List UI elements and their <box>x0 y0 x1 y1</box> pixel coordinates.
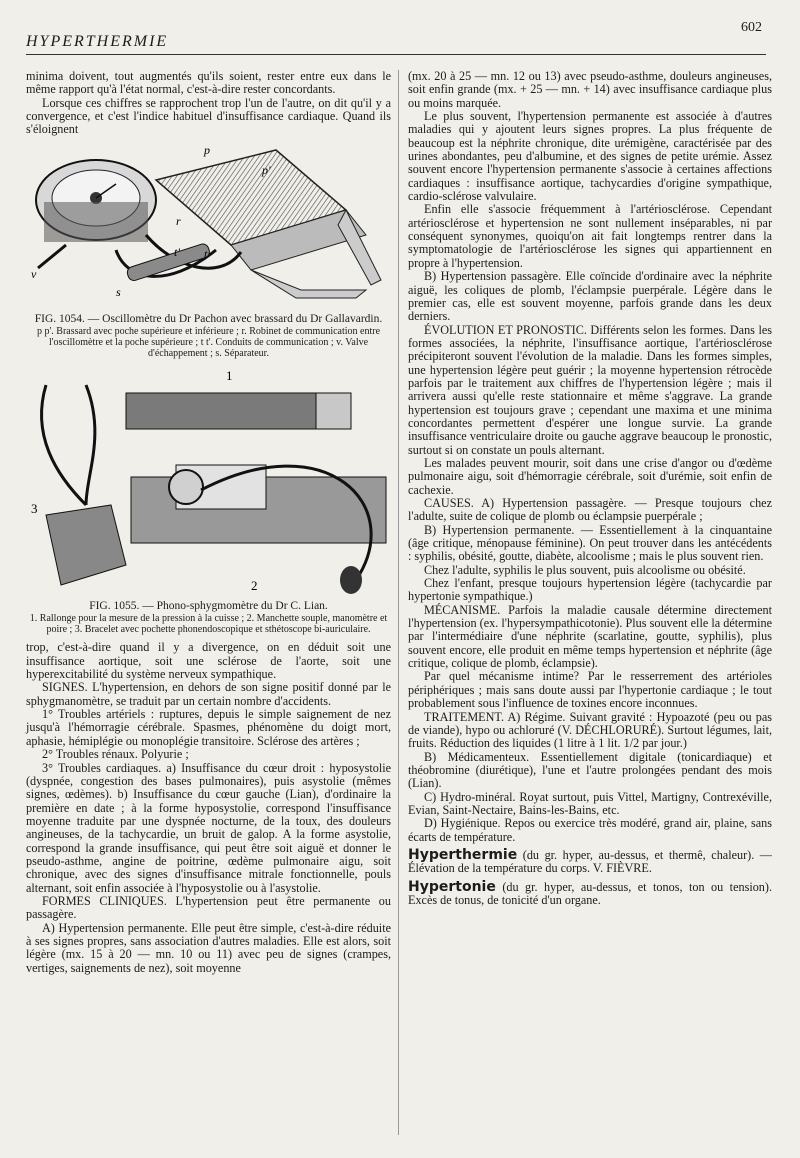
entry-definition: (du gr. hyper, au-dessus, et thermê, chaleur). — Élévation de la température du corps. V. FIÈVRE. <box>408 847 772 876</box>
paragraph: Le plus souvent, l'hypertension permanente est associée à d'autres maladies qui y ajoutent leurs signes propres. La plus fréquente de beaucoup est la néphrite chronique, dite urémigène, caractérisée par des urines abondantes, peu d'albumine, et des signes de petite urémie. Assez souvent encore l'hypertension permanente s'associe à certaines affections cardiaques : insuffisance aortique, tachycardies d'origine sympathique, cardio-sclérose valvulaire. <box>408 109 772 204</box>
paragraph: MÉCANISME. Parfois la maladie causale détermine directement l'hypertension (ex. l'hypersympathicotonie). Plus souvent elle la détermine par l'intermédiaire d'une néphrite (scarlatine, goutte, syphilis), plus souvent encore, elle produit en même temps hypertension et néphrite (âge critique, colique de plomb, éclampsie). <box>408 602 772 671</box>
paragraph: FORMES CLINIQUES. L'hypertension peut être permanente ou passagère. <box>26 893 391 922</box>
paragraph: Les malades peuvent mourir, soit dans une crise d'angor ou d'œdème pulmonaire aigu, soit d'hémorragie cérébrale, soit d'urémie, soit enfin de cachexie. <box>408 455 772 497</box>
figure-caption-title: FIG. 1055. — Phono-sphygmomètre du Dr C. Lian. <box>89 600 328 613</box>
paragraph: ÉVOLUTION ET PRONOSTIC. Différents selon les formes. Dans les formes associées, la néphrite, l'insuffisance aortique, l'artériosclérose précipiteront souvent l'évolution de la maladie. Dans les formes simples, une hypertension légère peut guérir ; la moyenne hypertension rétrocède parfois par le traitement aux chiffres de l'hypertension légère ; mais il arrivera aussi qu'elle reste stationnaire et même s'aggrave. La grande hypertension est toujours grave ; cependant une maxima et une minima concordantes permettent d'espérer une longue survie. La grande insuffisance ventriculaire droite ou gauche aggrave beaucoup le pronostic, surtout si on constate un pouls alternant. <box>408 322 772 457</box>
label-v: v <box>31 266 37 281</box>
paragraph: 1° Troubles artériels : ruptures, depuis le simple saignement de nez jusqu'à l'hémorragie cérébrale. Spasmes, phénomène du doigt mort, aphasie, hémiplégie ou monoplégie transitoire. Sclérose des artères ; <box>26 707 391 748</box>
paragraph: 2° Troubles rénaux. Polyurie ; <box>42 747 189 762</box>
paragraph: D) Hygiénique. Repos ou exercice très modéré, grand air, plaine, sans écarts de température. <box>408 816 772 844</box>
paragraph: Enfin elle s'associe fréquemment à l'artériosclérose. Cependant artériosclérose et hypertension ne sont nullement inséparables, ni par conséquent synonymes, quoiqu'on ait fait longtemps rentrer dans la symptomatologie de l'artériosclérose les signes qui appartiennent en propre à l'hypertension. <box>408 202 772 270</box>
label-1: 1 <box>226 368 233 384</box>
label-p: p <box>204 142 210 157</box>
paragraph: Chez l'enfant, presque toujours hypertension légère (tachycardie par hypertonie sympathique.) <box>408 576 772 604</box>
headword: Hypertonie <box>408 878 496 895</box>
column-divider <box>398 70 399 1135</box>
page-header <box>26 20 766 55</box>
headword: Hyperthermie <box>408 846 518 863</box>
phono-sphygmomanometer-illustration <box>26 365 391 597</box>
paragraph: B) Hypertension permanente. — Essentiellement à la cinquantaine (âge critique, ménopause féminine). On peut trouver dans les antécédents : syphilis, obésité, goutte, diabète, alcoolisme ; mais le plus souvent rien. <box>408 522 772 564</box>
label-t-prime: t' <box>174 244 180 259</box>
paragraph: Lorsque ces chiffres se rapprochent trop l'un de l'autre, on dit qu'il y a convergence, et c'est l'indice habituel d'insuffisance cardiaque. Quand ils s'éloignent <box>26 95 391 137</box>
left-column <box>26 70 391 975</box>
right-column <box>408 70 772 907</box>
entry-definition: (du gr. hyper, au-dessus, et tonos, ton ou tension). Excès de tonus, de tonicité d'un organe. <box>408 879 772 907</box>
paragraph: C) Hydro-minéral. Royat surtout, puis Vittel, Martigny, Contrexéville, Evian, Saint-Nectaire, Bains-les-Bains, etc. <box>408 789 772 817</box>
running-head: HYPERTHERMIE <box>26 33 169 50</box>
paragraph: Chez l'adulte, syphilis le plus souvent, puis alcoolisme ou obésité. <box>424 562 746 577</box>
figure-1054 <box>26 140 391 359</box>
figure-caption-legend: p p'. Brassard avec poche supérieure et inférieure ; r. Robinet de communication entre l'oscillomètre et la poche supérieure ; t t'. Conduits de communication ; v. Valve d'échappement ; s. Séparateur. <box>36 326 381 360</box>
dictionary-entry-hypertonie <box>408 878 772 908</box>
figure-caption-title: FIG. 1054. — Oscillomètre du Dr Pachon avec brassard du Dr Gallavardin. <box>34 313 383 326</box>
label-s: s <box>116 284 121 299</box>
label-3: 3 <box>31 501 38 517</box>
dictionary-entry-hyperthermie <box>408 846 772 876</box>
paragraph: 3° Troubles cardiaques. a) Insuffisance du cœur droit : hyposystolie (dyspnée, congestion des bases pulmonaires), puis asystolie (mêmes signes, œdèmes). b) Insuffisance du cœur gauche (Lian), d'ordinaire la première en date ; à la forme hyposystolie, correspond l'insuffisance moyenne traduite par une dyspnée nocturne, de la toux, des douleurs angineuses, de la tachycardie, un bruit de galop. A la forme asystolie, correspond la grande insuffisance, qui peut être soit aiguë et donner le pseudo-asthme, angine de poitrine, œdème pulmonaire aigu, soit chronique, avec des signes d'insuffisance mitrale fonctionnelle, pouls alternant, soit enfin associée à l'hyposystolie ou à l'asystolie. <box>26 760 391 895</box>
paragraph: CAUSES. A) Hypertension passagère. — Presque toujours chez l'adulte, suite de colique de plomb ou éclampsie puerpérale ; <box>408 496 772 524</box>
paragraph: B) Médicamenteux. Essentiellement digitale (tonicardiaque) et théobromine (diurétique), l'une et l'autre prolongées pendant des mois (Lian). <box>408 749 772 791</box>
label-t: t <box>204 246 208 261</box>
paragraph: B) Hypertension passagère. Elle coïncide d'ordinaire avec la néphrite aiguë, les coliques de plomb, l'éclampsie puerpérale. Légère dans le premier cas, elle est souvent moyenne, parfois grande dans les deux derniers. <box>408 269 772 324</box>
label-p-prime: p' <box>262 162 271 177</box>
paragraph: TRAITEMENT. A) Régime. Suivant gravité : Hypoazoté (peu ou pas de viande), hypo ou achloruré (V. DÉCHLORURÉ). Surtout légumes, lait, fruits. Réduction des liquides (1 litre à 1 lit. 1/2 par jour.) <box>408 709 772 751</box>
page-number: 602 <box>741 20 762 35</box>
paragraph: minima doivent, tout augmentés qu'ils soient, rester entre eux dans le même rapport qu'à l'état normal, c'est-à-dire rester concordants. <box>26 69 391 97</box>
oscillometer-illustration <box>26 140 391 310</box>
label-2: 2 <box>251 578 258 594</box>
paragraph: SIGNES. L'hypertension, en dehors de son signe positif donné par le sphygmanomètre, se traduit par un certain nombre d'accidents. <box>26 680 391 708</box>
paragraph: trop, c'est-à-dire quand il y a divergence, on en déduit soit une insuffisance aortique, soit une sclérose de l'aorte, soit une hyperexcitabilité du système nerveux sympathique. <box>26 640 391 682</box>
paragraph: Par quel mécanisme intime? Par le resserrement des artérioles périphériques ; mais sans doute aussi par l'hypertonie cardiaque ; le tout probablement sous l'influence de toxines encore inconnues. <box>408 669 772 711</box>
figure-1055 <box>26 365 391 635</box>
label-r: r <box>176 213 181 228</box>
paragraph: (mx. 20 à 25 — mn. 12 ou 13) avec pseudo-asthme, douleurs angineuses, soit enfin grande (mx. + 25 — mn. + 14) avec insuffisance cardiaque plus ou moins marquée. <box>408 69 772 110</box>
paragraph: A) Hypertension permanente. Elle peut être simple, c'est-à-dire réduite à ses signes propres, sans association d'autres maladies. Elle est alors, soit légère (mx. 15 à 20 — mn. 10 ou 11) avec peu de signes (crampes, vertiges, saignements de nez), soit moyenne <box>26 920 391 975</box>
figure-caption-legend: 1. Rallonge pour la mesure de la pression à la cuisse ; 2. Manchette souple, manomètre et poire ; 3. Bracelet avec pochette phonendoscopique et sthétoscope bi-auriculaire. <box>29 613 388 636</box>
